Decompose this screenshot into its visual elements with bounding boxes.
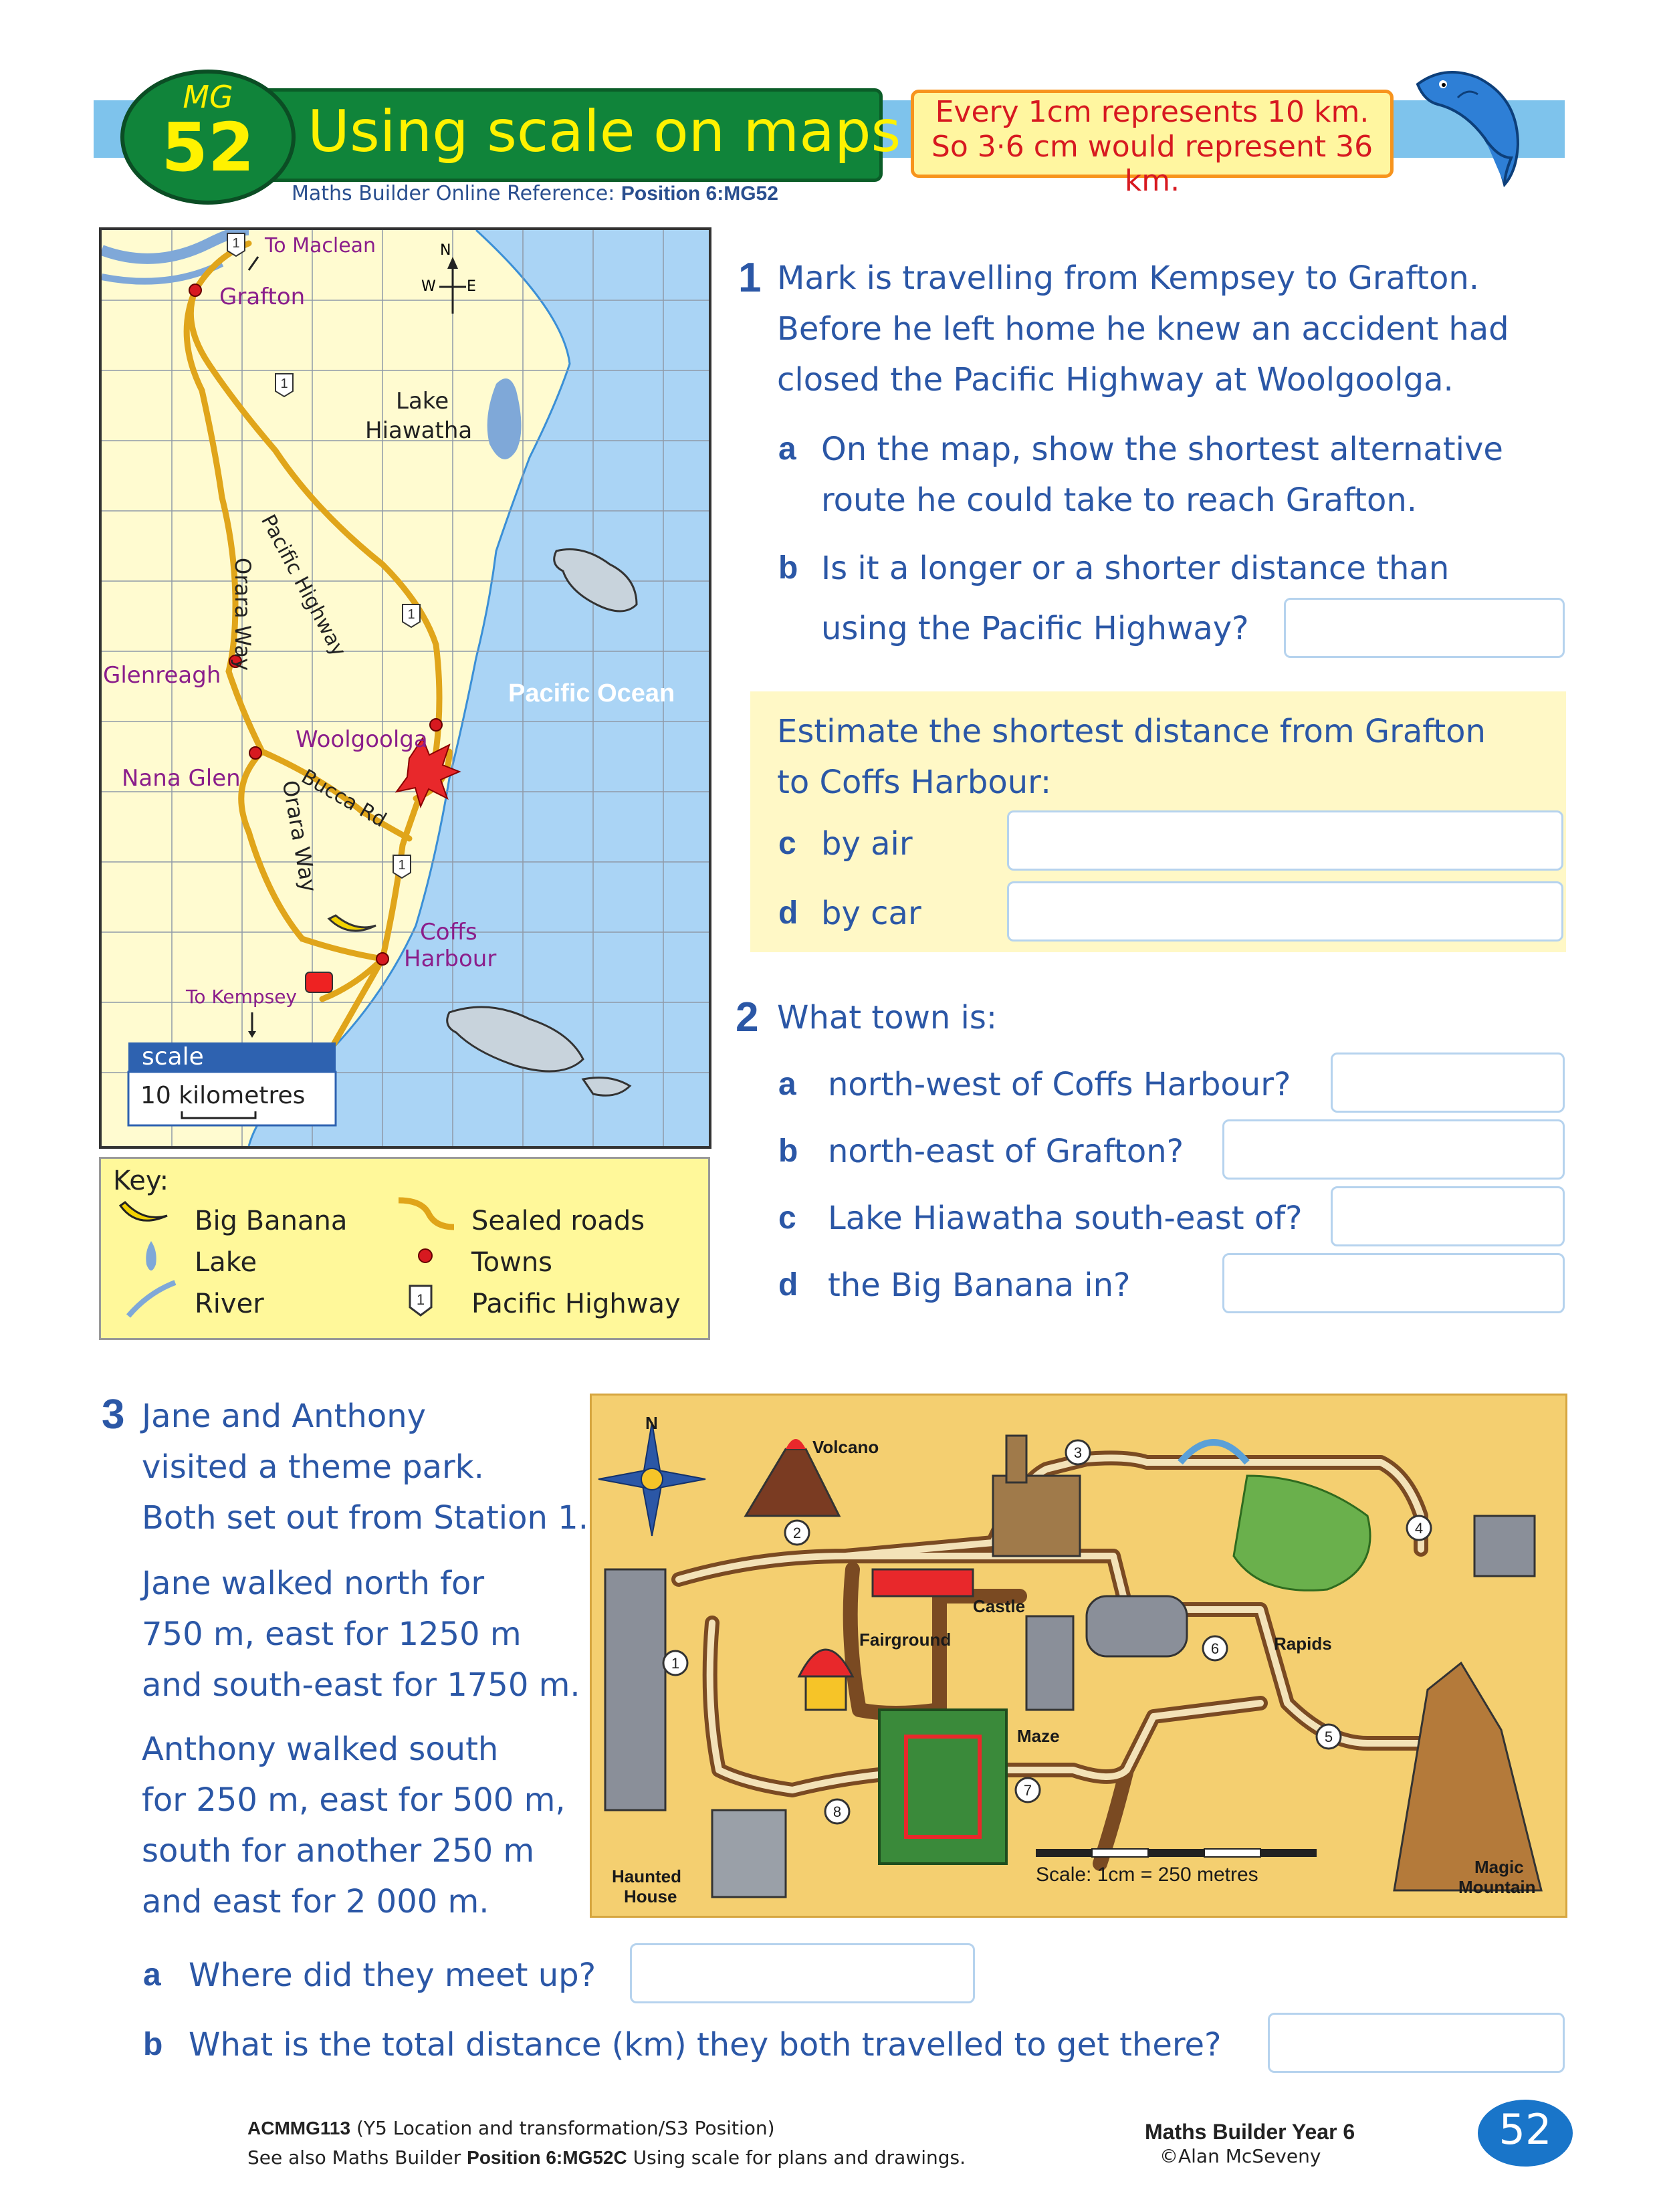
q3a-label: a xyxy=(143,1957,161,1993)
volcano-icon xyxy=(746,1449,839,1516)
glenreagh-label: Glenreagh xyxy=(103,662,221,689)
q3-line10: and east for 2 000 m. xyxy=(142,1883,489,1920)
station-6: 6 xyxy=(1210,1640,1220,1657)
station-7: 7 xyxy=(1023,1782,1032,1799)
magic-label-2: Mountain xyxy=(1458,1877,1536,1897)
svg-text:1: 1 xyxy=(398,858,406,873)
map-key xyxy=(99,1157,710,1340)
key-lake: Lake xyxy=(195,1247,257,1278)
scale-note-line2: So 3·6 cm would represent 36 km. xyxy=(931,130,1373,198)
q1c-text: by air xyxy=(821,825,913,863)
key-sealed-roads: Sealed roads xyxy=(471,1206,645,1236)
banana-icon xyxy=(329,915,376,931)
svg-text:1: 1 xyxy=(416,1291,425,1308)
key-title: Key: xyxy=(113,1166,169,1196)
q3a-text: Where did they meet up? xyxy=(189,1957,596,1994)
q3b-text: What is the total distance (km) they both travelled to get there? xyxy=(189,2026,1222,2064)
station-8: 8 xyxy=(833,1803,842,1820)
q3-line9: south for another 250 m xyxy=(142,1832,535,1870)
park-north: N xyxy=(645,1413,658,1433)
lake-icon xyxy=(141,1238,161,1278)
nana-glen-label: Nana Glen xyxy=(122,765,241,792)
q2a-label: a xyxy=(778,1067,796,1102)
q1c-label: c xyxy=(778,826,796,861)
svg-text:1: 1 xyxy=(280,376,288,391)
river-icon xyxy=(125,1279,179,1319)
q1-line3: closed the Pacific Highway at Woolgoolga. xyxy=(777,361,1454,399)
q1b-answer-box[interactable] xyxy=(1284,598,1565,658)
q1a-label: a xyxy=(778,431,796,467)
volcano-label: Volcano xyxy=(812,1437,879,1457)
q3-line6: and south-east for 1750 m. xyxy=(142,1666,580,1704)
key-towns: Towns xyxy=(471,1247,553,1278)
q3-line1: Jane and Anthony xyxy=(142,1398,427,1435)
hwy-marker-1: 1 xyxy=(232,236,240,251)
haunted-label-2: House xyxy=(624,1886,677,1906)
q2-title: What town is: xyxy=(777,999,998,1036)
q2b-answer-box[interactable] xyxy=(1222,1119,1565,1180)
compass-e: E xyxy=(467,278,476,295)
rapids-label: Rapids xyxy=(1274,1634,1332,1654)
q3-line2: visited a theme park. xyxy=(142,1448,484,1486)
q2b-text: north-east of Grafton? xyxy=(828,1133,1184,1170)
q1-number: 1 xyxy=(738,255,762,301)
orara-way-label-north: Orara Way xyxy=(230,558,255,671)
pacific-highway-label: Pacific Highway xyxy=(256,511,351,661)
q2d-text: the Big Banana in? xyxy=(828,1266,1131,1304)
mg-code-label: MG xyxy=(183,79,233,115)
scale-value: 10 kilometres xyxy=(140,1082,306,1109)
magic-label-1: Magic xyxy=(1474,1857,1524,1877)
dolphin-icon xyxy=(1404,58,1538,191)
station-1: 1 xyxy=(671,1655,680,1672)
scale-note-line1: Every 1cm represents 10 km. xyxy=(935,95,1369,129)
q1a-line1: On the map, show the shortest alternative xyxy=(821,431,1503,468)
fairground-label: Fairground xyxy=(859,1630,952,1650)
q1-line1: Mark is travelling from Kempsey to Grafton. xyxy=(777,259,1479,297)
author: ©Alan McSeveny xyxy=(1159,2145,1321,2167)
maze-label: Maze xyxy=(1017,1726,1060,1746)
q3a-answer-box[interactable] xyxy=(630,1943,975,2003)
road-icon xyxy=(395,1194,455,1234)
book-title: Maths Builder Year 6 xyxy=(1145,2120,1355,2144)
haunted-label-1: Haunted xyxy=(612,1866,681,1886)
q2c-answer-box[interactable] xyxy=(1331,1186,1565,1246)
station-3: 3 xyxy=(1073,1444,1083,1461)
coffs-label: Coffs xyxy=(420,919,477,946)
q3-line4: Jane walked north for xyxy=(142,1565,485,1602)
park-scale-bar xyxy=(1036,1849,1317,1857)
q2a-answer-box[interactable] xyxy=(1331,1053,1565,1113)
q1d-text: by car xyxy=(821,895,921,932)
q3-line5: 750 m, east for 1250 m xyxy=(142,1616,522,1653)
key-river: River xyxy=(195,1289,264,1319)
mg-code-number: 52 xyxy=(161,108,255,187)
town-icon xyxy=(415,1246,435,1266)
magic-mountain-icon xyxy=(1394,1663,1541,1890)
q2b-label: b xyxy=(778,1133,798,1169)
pacific-ocean-label: Pacific Ocean xyxy=(508,679,675,707)
q1d-label: d xyxy=(778,895,798,931)
station-2: 2 xyxy=(792,1525,802,1541)
key-pacific-highway: Pacific Highway xyxy=(471,1289,681,1319)
hiawatha-label: Hiawatha xyxy=(365,417,473,444)
page-number: 52 xyxy=(1499,2105,1552,2154)
q3-line8: for 250 m, east for 500 m, xyxy=(142,1781,566,1819)
car-icon xyxy=(306,972,332,992)
castle-label: Castle xyxy=(973,1596,1026,1616)
woolgoolga-label: Woolgoolga xyxy=(296,726,428,753)
estimate-line2: to Coffs Harbour: xyxy=(777,764,1052,801)
grafton-label: Grafton xyxy=(219,284,306,310)
bucca-rd-label: Bucca Rd xyxy=(297,765,391,833)
q3b-answer-box[interactable] xyxy=(1268,2013,1565,2073)
harbour-label: Harbour xyxy=(404,946,497,972)
region-map xyxy=(99,227,711,1149)
curriculum-code: ACMMG113 (Y5 Location and transformation/S3 Position) xyxy=(247,2117,775,2139)
estimate-line1: Estimate the shortest distance from Grafton xyxy=(777,713,1486,750)
q1b-line1: Is it a longer or a shorter distance than xyxy=(821,550,1450,587)
q1b-label: b xyxy=(778,550,798,586)
q3-number: 3 xyxy=(102,1392,125,1438)
q2d-label: d xyxy=(778,1267,798,1303)
page-title: Using scale on maps xyxy=(308,98,901,165)
theme-park-map xyxy=(590,1394,1567,1918)
q3-line7: Anthony walked south xyxy=(142,1731,499,1768)
lake-label: Lake xyxy=(396,388,449,415)
q2d-answer-box[interactable] xyxy=(1222,1253,1565,1313)
station-5: 5 xyxy=(1324,1729,1333,1745)
haunted-house-icon xyxy=(605,1569,665,1810)
castle-icon xyxy=(993,1476,1080,1556)
q1b-line2: using the Pacific Highway? xyxy=(821,610,1249,647)
orara-way-label-south: Orara Way xyxy=(277,778,322,895)
svg-text:1: 1 xyxy=(407,607,415,622)
q1-line2: Before he left home he knew an accident had xyxy=(777,310,1509,348)
compass-icon xyxy=(598,1422,705,1536)
to-kempsey-label: To Kempsey xyxy=(186,986,298,1008)
online-reference: Maths Builder Online Reference: Position 6:MG52 xyxy=(292,182,778,205)
see-also: See also Maths Builder Position 6:MG52C Using scale for plans and drawings. xyxy=(247,2146,966,2169)
compass-w: W xyxy=(421,278,436,295)
q1d-answer-box[interactable] xyxy=(1007,881,1563,942)
key-big-banana: Big Banana xyxy=(195,1206,348,1236)
station-4: 4 xyxy=(1414,1520,1424,1537)
rapids-icon xyxy=(1234,1476,1370,1590)
q3b-label: b xyxy=(143,2027,163,2062)
highway-marker-icon xyxy=(406,1283,435,1319)
q2c-label: c xyxy=(778,1200,796,1236)
scale-label: scale xyxy=(142,1043,204,1071)
park-scale-label: Scale: 1cm = 250 metres xyxy=(1036,1864,1258,1886)
q2a-text: north-west of Coffs Harbour? xyxy=(828,1066,1291,1103)
q1a-line2: route he could take to reach Grafton. xyxy=(821,481,1418,519)
q1c-answer-box[interactable] xyxy=(1007,810,1563,871)
compass-n: N xyxy=(440,242,451,259)
to-maclean-label: To Maclean xyxy=(265,234,376,257)
maze-icon xyxy=(879,1710,1006,1864)
q3-line3: Both set out from Station 1. xyxy=(142,1499,588,1537)
banana-icon xyxy=(117,1199,171,1232)
q2-number: 2 xyxy=(736,994,759,1040)
q2c-text: Lake Hiawatha south-east of? xyxy=(828,1200,1303,1237)
